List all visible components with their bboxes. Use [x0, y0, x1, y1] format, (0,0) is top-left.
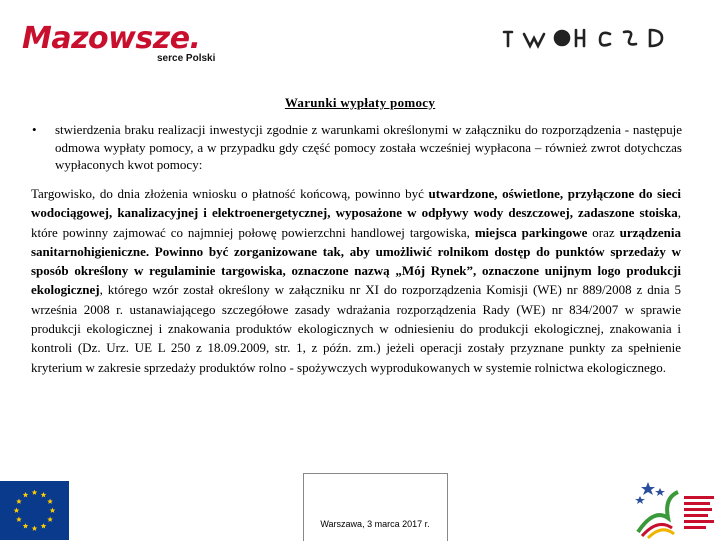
page-title: Warunki wypłaty pomocy: [284, 95, 436, 110]
footer-date: Warszawa, 3 marca 2017 r.: [320, 519, 430, 529]
para-segment-2: , które powinny zajmować co najmniej połowę powierzchni handlowej targowiska,: [31, 205, 681, 240]
date-frame: [303, 473, 448, 541]
leader-logo-icon: [500, 24, 702, 52]
para-segment-4: , którego wzór został określony w załączniku nr XI do rozporządzenia Komisji (WE) nr 889/2008 z dnia 5 września 2008 r. ustanawiającego szczegółowe zasady wdrażania rozporządzenia Rady (WE) nr 834/2007 w sprawie produkcji ekologicznej i znakowania produktów ekologicznych w odniesieniu do produkcji ekologicznej, znakowania i kontroli (Dz. Urz. UE L 250 z 18.09.2009, str. 1, z późn. zm.) jeżeli operacji zostały przyznane punkty za spełnienie kryterium w zakresie sprzedaży produktów rolno - spożywczych wyprodukowanych w systemie rolnictwa ekologicznego.: [31, 282, 681, 375]
bullet-symbol: •: [32, 122, 37, 137]
main-paragraph: [31, 184, 681, 377]
logo-wordmark: Mazowsze.: [22, 21, 201, 56]
para-bold-1: utwardzone, oświetlone, przyłączone do sieci wodociągowej, kanalizacyjnej i elektroenergetycznej, wyposażone w odpływy wody deszczowej, zadaszone stoiska: [31, 186, 681, 221]
para-segment-3: oraz: [587, 224, 620, 240]
eu-flag-icon: [0, 481, 69, 540]
para-bold-2: miejsca parkingowe: [474, 224, 588, 240]
para-segment-1: Targowisko, do dnia złożenia wniosku o płatność końcową, powinno być: [31, 186, 429, 201]
bullet-item: [30, 121, 682, 174]
logo-tagline: serce Polski: [157, 53, 216, 64]
bullet-text: stwierdzenia braku realizacji inwestycji zgodnie z warunkami określonymi w załączniku do rozporządzenia - następuje odmowa wypłaty pomocy, a w przypadku gdy część pomocy została wcześniej wypłacona – również zwrot dotychczas wypłaconych kwot pomocy:: [55, 122, 682, 172]
para-bold-3: urządzenia sanitarnohigieniczne. Powinno być zorganizowane tak, aby umożliwić rolnikom dostęp do punktów sprzedaży w sposób określony w regulaminie targowiska, oznaczone nazwą „Mój Rynek”, oznaczone unijnym logo produkcji ekologicznej: [31, 224, 682, 298]
prow-logo-icon: [634, 478, 720, 540]
mazowsze-logo: [22, 22, 232, 66]
